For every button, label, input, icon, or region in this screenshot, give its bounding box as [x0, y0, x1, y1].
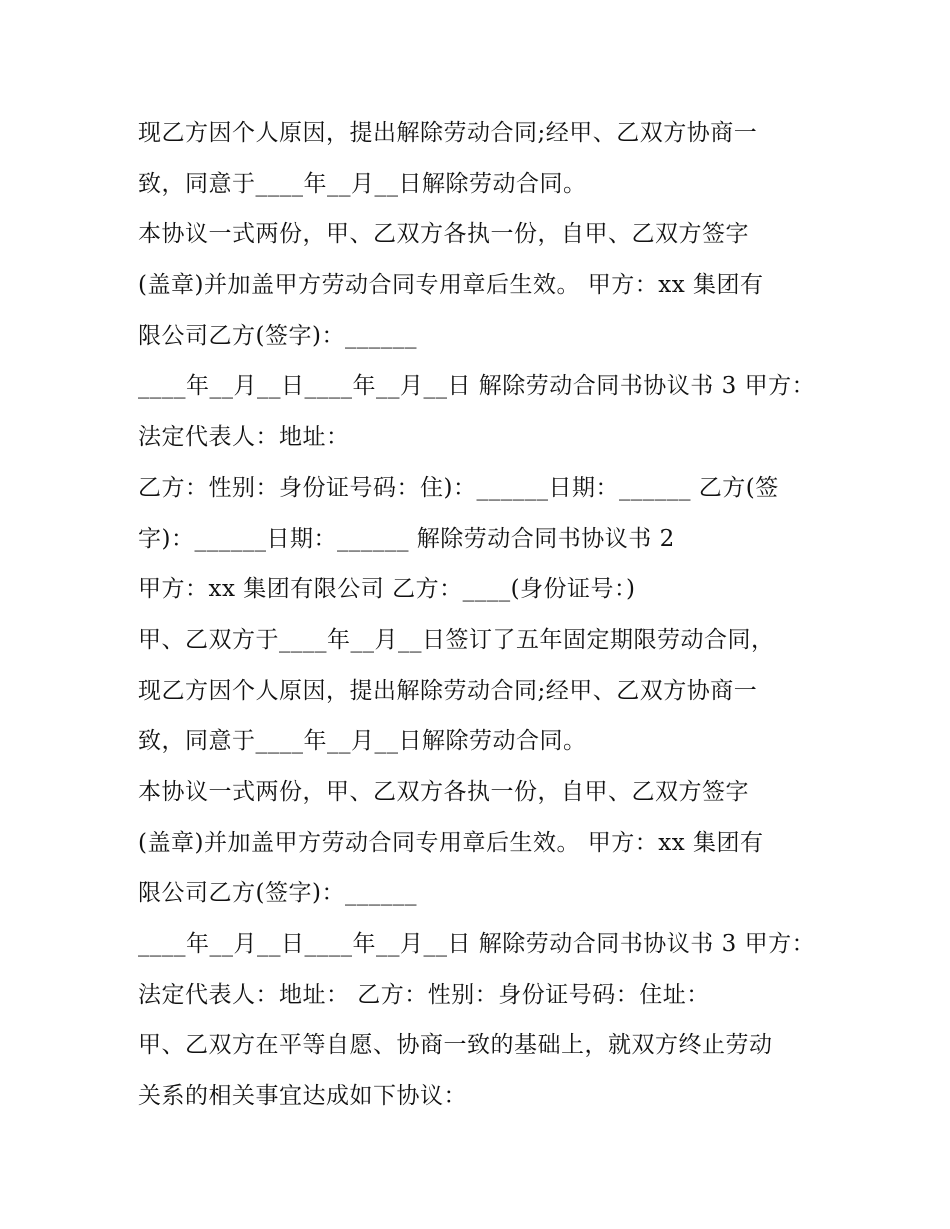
- text-line-18: 法定代表人：地址： 乙方：性别：身份证号码：住址：: [138, 981, 710, 1008]
- text-line-7: 法定代表人：地址：: [138, 424, 350, 451]
- text-line-8: 乙方：性别：身份证号码：住)：______日期：______ 乙方(签: [138, 474, 779, 501]
- text-line-16: 限公司乙方(签字)：______: [138, 880, 417, 907]
- text-line-1: 现乙方因个人原因，提出解除劳动合同;经甲、乙双方协商一: [138, 120, 758, 146]
- text-line-15: (盖章)并加盖甲方劳动合同专用章后生效。 甲方：xx 集团有: [138, 829, 764, 856]
- text-line-19: 甲、乙双方在平等自愿、协商一致的基础上，就双方终止劳动: [138, 1032, 773, 1059]
- text-line-12: 现乙方因个人原因，提出解除劳动合同;经甲、乙双方协商一: [138, 677, 758, 704]
- text-line-9: 字)：______日期：______ 解除劳动合同书协议书 2: [138, 525, 675, 552]
- text-line-14: 本协议一式两份，甲、乙双方各执一份，自甲、乙双方签字: [138, 778, 749, 805]
- text-line-17: ____年__月__日____年__月__日 解除劳动合同书协议书 3 甲方：: [138, 931, 816, 957]
- text-line-5: 限公司乙方(签字)：______: [138, 322, 417, 349]
- text-line-10: 甲方：xx 集团有限公司 乙方：____(身份证号：): [138, 576, 636, 603]
- text-line-3: 本协议一式两份，甲、乙双方各执一份，自甲、乙双方签字: [138, 221, 749, 248]
- text-line-11: 甲、乙双方于____年__月__日签订了五年固定期限劳动合同，: [138, 626, 775, 653]
- document-body: [138, 108, 828, 1122]
- text-line-13: 致，同意于____年__月__日解除劳动合同。: [138, 728, 587, 755]
- text-line-20: 关系的相关事宜达成如下协议：: [138, 1083, 467, 1110]
- text-line-6: ____年__月__日____年__月__日 解除劳动合同书协议书 3 甲方：: [138, 373, 816, 400]
- text-line-2: 致，同意于____年__月__日解除劳动合同。: [138, 170, 587, 197]
- text-line-4: (盖章)并加盖甲方劳动合同专用章后生效。 甲方：xx 集团有: [138, 272, 764, 299]
